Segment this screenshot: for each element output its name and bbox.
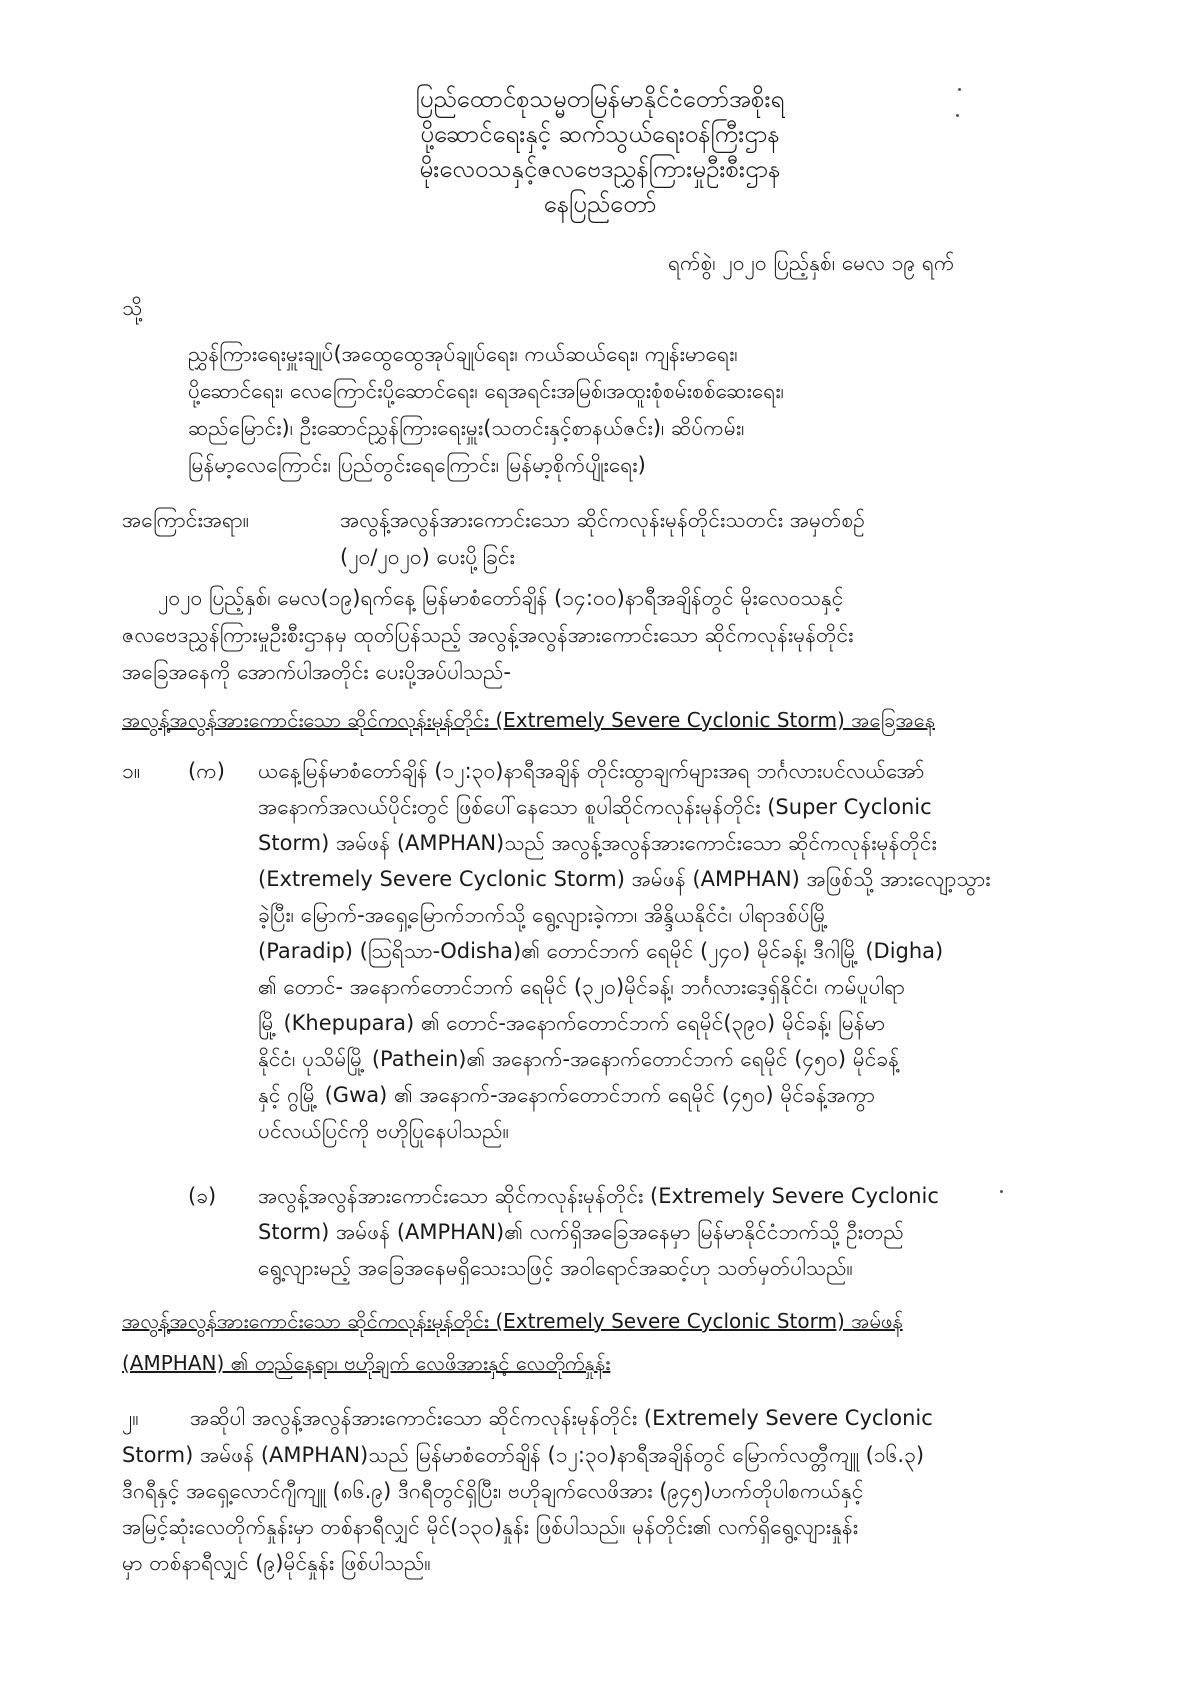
para-1a-line: မြို့ (Khepupara) ၏ တောင်-အနောက်တောင်ဘက် ရေမိုင်(၃၉၀) မိုင်ခန့်၊ မြန်မာ [258, 1011, 886, 1035]
para-1b-label: (ခ) [188, 1184, 217, 1208]
para-1a-line: ပင်လယ်ပြင်ကို ဗဟိုပြုနေပါသည်။ [258, 1119, 509, 1143]
recipient-line: မြန်မာ့လေကြောင်း၊ ပြည်တွင်းရေကြောင်း၊ မြန်မာ့စိုက်ပျိုးရေး) [188, 453, 646, 477]
heading-line: (AMPHAN) ၏ တည်နေရာ၊ ဗဟိုချက် လေဖိအားနှင့် လေတိုက်နှုန်း [122, 1351, 611, 1375]
para-1a-line: (Extremely Severe Cyclonic Storm) အမ်ဖန် (AMPHAN) အဖြစ်သို့ အားလျော့သွား [258, 867, 991, 891]
subject-label: အကြောင်းအရာ။ [122, 508, 250, 532]
para-1a-line: Storm) အမ်ဖန် (AMPHAN)သည် အလွန့်အလွန်အားကောင်းသော ဆိုင်ကလုန်းမုန်တိုင်း [258, 831, 937, 855]
para-2-text [122, 1437, 924, 1581]
header-line-2: ပို့ဆောင်ရေးနှင့် ဆက်သွယ်ရေးဝန်ကြီးဌာန [420, 120, 780, 148]
to-label: သို့ [122, 296, 143, 320]
recipient-line: ညွှန်ကြားရေးမှူးချုပ်(အထွေထွေအုပ်ချုပ်ရေး၊ ကယ်ဆယ်ရေး၊ ကျန်းမာရေး၊ [188, 342, 738, 366]
scan-speck [956, 114, 959, 117]
para-1a-line: နိုင်ငံ၊ ပုသိမ်မြို့ (Pathein)၏ အနောက်-အနောက်တောင်ဘက် ရေမိုင် (၄၅၀) မိုင်ခန့် [258, 1047, 900, 1071]
para-1a-line: ယနေ့မြန်မာစံတော်ချိန် (၁၂:၃၀)နာရီအချိန် တိုင်းထွာချက်များအရ ဘင်္ဂလားပင်လယ်အော် [258, 759, 925, 783]
subject-line: အလွန့်အလွန်အားကောင်းသော ဆိုင်ကလုန်းမုန်တိုင်းသတင်း အမှတ်စဉ် [340, 508, 865, 532]
recipient-line: ဆည်မြောင်း)၊ ဦးဆောင်ညွှန်ကြားရေးမှူး(သတင်းနှင့်စာနယ်ဇင်း)၊ ဆိပ်ကမ်း၊ [188, 416, 745, 440]
recipient-list [188, 336, 784, 484]
para-2-line: အမြင့်ဆုံးလေတိုက်နှုန်းမှာ တစ်နာရီလျှင် မိုင်(၁၃၀)နှုန်း ဖြစ်ပါသည်။ မုန်တိုင်း၏ လက်ရှိရွေ့လျားနှုန်း [122, 1515, 859, 1539]
header-line-3: မိုးလေဝသနှင့်ဇလဗေဒညွှန်ကြားမှုဦးစီးဌာန [419, 155, 781, 183]
heading-line: အလွန့်အလွန်အားကောင်းသော ဆိုင်ကလုန်းမုန်တိုင်း (Extremely Severe Cyclonic Storm) အမ်ဖန် [122, 1309, 903, 1333]
para-1b-line: အလွန့်အလွန်အားကောင်းသော ဆိုင်ကလုန်းမုန်တိုင်း (Extremely Severe Cyclonic [258, 1184, 939, 1208]
para-1a-line: နှင့် ဂွမြို့ (Gwa) ၏ အနောက်-အနောက်တောင်ဘက် ရေမိုင် (၄၅၀) မိုင်ခန့်အကွာ [258, 1083, 876, 1107]
header-line-1: ပြည်ထောင်စုသမ္မတမြန်မာနိုင်ငံတော်အစိုးရ [415, 85, 785, 113]
scan-speck [958, 88, 961, 91]
para-2-line: Storm) အမ်ဖန် (AMPHAN)သည် မြန်မာစံတော်ချိန် (၁၂:၃၀)နာရီအချိန်တွင် မြောက်လတ္တီကျူ (၁၆.၃) [122, 1443, 925, 1467]
date-line: ရက်စွဲ၊ ၂၀၂၀ ပြည့်နှစ်၊ မေလ ၁၉ ရက် [668, 251, 955, 275]
para-2-number: ၂။ [122, 1406, 139, 1430]
para-1a-line: (Paradip) (ဩရိသာ-Odisha)၏ တောင်ဘက် ရေမိုင် (၂၄၀) မိုင်ခန့်၊ ဒီဂါမြို့ (Digha) [258, 939, 944, 963]
para-1a-line: ခဲ့ပြီး၊ မြောက်-အရှေ့မြောက်ဘက်သို့ ရွေ့လျားခဲ့ကာ၊ အိန္ဒိယနိုင်ငံ၊ ပါရာဒစ်ပ်မြို့ [258, 903, 829, 927]
section-heading-location [122, 1300, 903, 1384]
para-1a-line: ၏ တောင်- အနောက်တောင်ဘက် ရေမိုင် (၃၂၀)မိုင်ခန့်၊ ဘင်္ဂလားဒေ့ရှ်နိုင်ငံ၊ ကမ်ပူပါရာ [258, 975, 905, 999]
section-heading-status: အလွန့်အလွန်အားကောင်းသော ဆိုင်ကလုန်းမုန်တိုင်း (Extremely Severe Cyclonic Storm) အခြေအနေ [122, 708, 935, 732]
para-1b-line: ရွေ့လျားမည့် အခြေအနေမရှိသေးသဖြင့် အဝါရောင်အဆင့်ဟု သတ်မှတ်ပါသည်။ [258, 1256, 853, 1280]
header-line-4: နေပြည်တော် [543, 190, 657, 218]
para-1b-text [258, 1178, 1076, 1286]
para-1-number: ၁။ [122, 759, 141, 783]
recipient-line: ပို့ဆောင်ရေး၊ လေကြောင်းပို့ဆောင်ရေး၊ ရေအရင်းအမြစ်၊အထူးစုံစမ်းစစ်ဆေးရေး၊ [188, 379, 784, 403]
intro-line: ၂၀၂၀ ပြည့်နှစ်၊ မေလ(၁၉)ရက်နေ့ မြန်မာစံတော်ချိန် (၁၄:၀၀)နာရီအချိန်တွင် မိုးလေဝသနှင့် [158, 586, 844, 610]
para-1b-line: Storm) အမ်ဖန် (AMPHAN)၏ လက်ရှိအခြေအနေမှာ မြန်မာနိုင်ငံဘက်သို့ ဦးတည် [258, 1220, 904, 1244]
intro-paragraph [122, 580, 853, 691]
subject-line: (၂၀/၂၀၂၀) ပေးပို့ခြင်း [340, 545, 515, 569]
para-2-line: ဒီဂရီနှင့် အရှေ့လောင်ဂျီကျူ (၈၆.၉) ဒီဂရီတွင်ရှိပြီး၊ ဗဟိုချက်လေဖိအား (၉၄၅)ဟက်တိုပါစကယ်နှင့် [122, 1479, 864, 1503]
para-1a-line: အနောက်အလယ်ပိုင်းတွင် ဖြစ်ပေါ်နေသော စူပါဆိုင်ကလုန်းမုန်တိုင်း (Super Cyclonic [258, 795, 932, 819]
para-2-line: မှာ တစ်နာရီလျှင် (၉)မိုင်နှုန်း ဖြစ်ပါသည်။ [122, 1551, 431, 1575]
para-2-first-line: အဆိုပါ အလွန့်အလွန်အားကောင်းသော ဆိုင်ကလုန်းမုန်တိုင်း (Extremely Severe Cyclonic [190, 1406, 933, 1430]
intro-line: ဇလဗေဒညွှန်ကြားမှုဦးစီးဌာနမှ ထုတ်ပြန်သည့် အလွန့်အလွန်အားကောင်းသော ဆိုင်ကလုန်းမုန်တိုင်း [122, 623, 854, 647]
para-1a-text [258, 753, 1076, 1149]
para-1a-label: (က) [188, 759, 225, 783]
subject-text [340, 502, 865, 576]
intro-line: အခြေအနေကို အောက်ပါအတိုင်း ပေးပို့အပ်ပါသည်- [122, 660, 511, 684]
